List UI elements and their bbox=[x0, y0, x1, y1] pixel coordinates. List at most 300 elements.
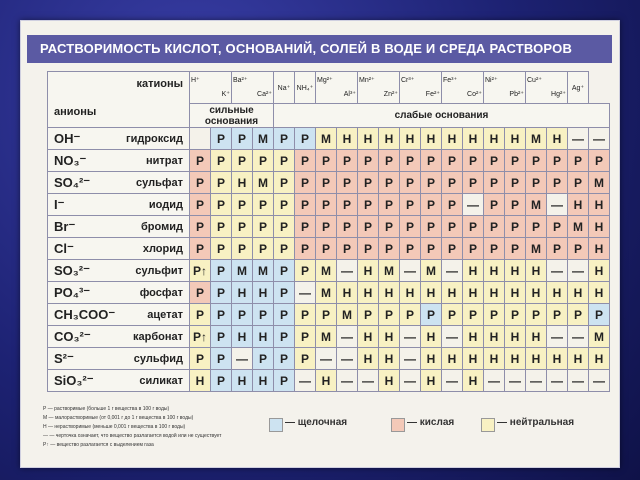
solubility-cell: М bbox=[337, 304, 358, 326]
solubility-cell: Р bbox=[484, 304, 505, 326]
solubility-cell: Р bbox=[190, 216, 211, 238]
anion-header bbox=[48, 370, 190, 392]
solubility-cell: — bbox=[589, 128, 610, 150]
solubility-cell: Р bbox=[358, 238, 379, 260]
anions-label: анионы bbox=[54, 106, 97, 118]
solubility-cell: Н bbox=[358, 282, 379, 304]
legend-note: Р — растворимые (больше 1 г вещества в 100 г воды) bbox=[43, 406, 170, 412]
legend-note: М — малорастворимые (от 0,001 г до 1 г вещества в 100 г воды) bbox=[43, 415, 194, 421]
solubility-cell: Р bbox=[211, 150, 232, 172]
anion-formula: I⁻ bbox=[54, 196, 65, 212]
solubility-cell: Р bbox=[463, 304, 484, 326]
solubility-cell: Н bbox=[337, 128, 358, 150]
solubility-cell: — bbox=[337, 260, 358, 282]
solubility-cell: М bbox=[379, 260, 400, 282]
solubility-cell: Р bbox=[463, 150, 484, 172]
solubility-cell: Р bbox=[295, 238, 316, 260]
solubility-cell: — bbox=[463, 194, 484, 216]
solubility-table-container bbox=[47, 71, 610, 392]
legend bbox=[43, 404, 603, 454]
acidic-swatch bbox=[391, 418, 405, 432]
solubility-cell: Р bbox=[211, 194, 232, 216]
cation-header bbox=[400, 72, 442, 104]
solubility-cell: Н bbox=[463, 282, 484, 304]
solubility-cell: Р bbox=[211, 260, 232, 282]
solubility-cell: — bbox=[442, 260, 463, 282]
solubility-cell: — bbox=[547, 326, 568, 348]
solubility-cell: Р bbox=[274, 260, 295, 282]
solubility-cell: Н bbox=[232, 326, 253, 348]
solubility-cell: Р bbox=[295, 172, 316, 194]
solubility-cell: М bbox=[589, 172, 610, 194]
solubility-cell: Р bbox=[232, 194, 253, 216]
solubility-cell: Р bbox=[505, 172, 526, 194]
solubility-cell: — bbox=[358, 370, 379, 392]
solubility-cell: Н bbox=[379, 282, 400, 304]
table-row bbox=[48, 304, 610, 326]
solubility-cell: Р bbox=[358, 172, 379, 194]
solubility-cell: Н bbox=[484, 260, 505, 282]
anion-header bbox=[48, 304, 190, 326]
solubility-cell: Н bbox=[505, 260, 526, 282]
solubility-cell: Р bbox=[337, 238, 358, 260]
solubility-cell: Р bbox=[295, 128, 316, 150]
solubility-cell: М bbox=[253, 260, 274, 282]
cation-symbol: Na⁺ bbox=[277, 85, 291, 92]
anion-formula: S²⁻ bbox=[54, 350, 74, 366]
solubility-cell: Р bbox=[274, 348, 295, 370]
solubility-cell: Н bbox=[505, 128, 526, 150]
solubility-cell: Р bbox=[253, 150, 274, 172]
anion-header bbox=[48, 194, 190, 216]
solubility-cell: Р bbox=[442, 172, 463, 194]
solubility-cell: Р bbox=[421, 304, 442, 326]
solubility-cell: — bbox=[400, 348, 421, 370]
solubility-cell: Р bbox=[274, 150, 295, 172]
anion-name: хлорид bbox=[142, 243, 183, 255]
cation-symbol: H⁺ bbox=[191, 77, 200, 84]
solubility-cell: Р bbox=[358, 150, 379, 172]
solubility-cell: Н bbox=[379, 348, 400, 370]
solubility-cell: Р bbox=[505, 194, 526, 216]
solubility-cell: Р bbox=[253, 304, 274, 326]
solubility-cell: Р bbox=[274, 304, 295, 326]
solubility-cell: Н bbox=[505, 326, 526, 348]
strong-bases-header: сильные основания bbox=[190, 104, 274, 128]
legend-note: Р↑ — вещество разлагается с выделением газа bbox=[43, 442, 154, 448]
solubility-cell: Р bbox=[379, 194, 400, 216]
solubility-cell: Н bbox=[463, 128, 484, 150]
legend-note: Н — нерастворимые (меньше 0,001 г вещества в 100 г воды) bbox=[43, 424, 186, 430]
cation-symbol: Co²⁺ bbox=[467, 91, 482, 98]
solubility-cell: Р↑ bbox=[190, 326, 211, 348]
solubility-cell: — bbox=[484, 370, 505, 392]
solubility-cell: Р bbox=[421, 172, 442, 194]
solubility-cell: Н bbox=[358, 348, 379, 370]
cation-header bbox=[274, 72, 295, 104]
solubility-cell: — bbox=[232, 348, 253, 370]
cation-symbol: Hg²⁺ bbox=[551, 91, 566, 98]
anion-formula: SO₄²⁻ bbox=[54, 174, 91, 190]
solubility-cell: Н bbox=[190, 370, 211, 392]
anion-header bbox=[48, 216, 190, 238]
solubility-cell: Р bbox=[190, 238, 211, 260]
solubility-cell: Р bbox=[232, 304, 253, 326]
solubility-cell: — bbox=[400, 370, 421, 392]
solubility-cell: Р bbox=[463, 238, 484, 260]
solubility-cell: Н bbox=[421, 282, 442, 304]
solubility-cell: Р bbox=[379, 216, 400, 238]
solubility-cell: Р bbox=[295, 348, 316, 370]
solubility-cell: Р bbox=[526, 304, 547, 326]
cation-header bbox=[316, 72, 358, 104]
alkaline-label: — щелочная bbox=[285, 417, 348, 428]
solubility-cell: Р bbox=[484, 238, 505, 260]
solubility-cell: Р bbox=[400, 304, 421, 326]
solubility-cell: Р bbox=[526, 172, 547, 194]
solubility-cell: Р bbox=[442, 150, 463, 172]
solubility-cell: Р bbox=[400, 172, 421, 194]
solubility-cell: Р bbox=[442, 194, 463, 216]
cation-symbol: Ni²⁺ bbox=[485, 77, 498, 84]
table-row bbox=[48, 150, 610, 172]
table-row bbox=[48, 194, 610, 216]
solubility-cell: Р bbox=[253, 238, 274, 260]
solubility-cell: Н bbox=[358, 128, 379, 150]
solubility-cell: Р bbox=[232, 238, 253, 260]
solubility-cell: Н bbox=[484, 282, 505, 304]
anion-header bbox=[48, 348, 190, 370]
cation-header bbox=[232, 72, 274, 104]
solubility-cell: Н bbox=[484, 326, 505, 348]
solubility-cell: Н bbox=[463, 370, 484, 392]
solubility-cell: Р bbox=[274, 238, 295, 260]
anion-formula: OH⁻ bbox=[54, 130, 81, 146]
solubility-cell: Н bbox=[253, 326, 274, 348]
solubility-cell: Р bbox=[337, 150, 358, 172]
neutral-swatch bbox=[481, 418, 495, 432]
solubility-cell: Р bbox=[358, 194, 379, 216]
solubility-cell: — bbox=[526, 370, 547, 392]
anion-header bbox=[48, 150, 190, 172]
solubility-cell: Н bbox=[589, 282, 610, 304]
anion-formula: PO₄³⁻ bbox=[54, 284, 91, 300]
solubility-cell: Р bbox=[547, 238, 568, 260]
solubility-cell: Н bbox=[442, 348, 463, 370]
solubility-cell: М bbox=[316, 282, 337, 304]
solubility-cell: Н bbox=[547, 348, 568, 370]
solubility-cell: Р bbox=[568, 304, 589, 326]
solubility-cell: Р bbox=[190, 150, 211, 172]
solubility-cell: Н bbox=[463, 348, 484, 370]
solubility-cell: — bbox=[316, 348, 337, 370]
solubility-cell: Р bbox=[190, 348, 211, 370]
anion-name: силикат bbox=[139, 375, 183, 387]
solubility-cell: Р bbox=[379, 150, 400, 172]
cation-symbol: Fe³⁺ bbox=[443, 77, 458, 84]
solubility-cell: М bbox=[568, 216, 589, 238]
solubility-cell: — bbox=[568, 370, 589, 392]
solubility-cell: Р bbox=[316, 150, 337, 172]
cations-label: катионы bbox=[136, 78, 183, 90]
solubility-cell: Р bbox=[316, 238, 337, 260]
solubility-cell: Н bbox=[316, 370, 337, 392]
cation-symbol: NH₄⁺ bbox=[296, 85, 314, 92]
cation-symbol: Zn²⁺ bbox=[383, 91, 398, 98]
cation-symbol: Pb²⁺ bbox=[509, 91, 524, 98]
solubility-cell bbox=[190, 128, 211, 150]
solubility-cell: Р bbox=[316, 194, 337, 216]
solubility-cell: Р bbox=[211, 216, 232, 238]
solubility-cell: Р bbox=[253, 194, 274, 216]
solubility-cell: Р bbox=[589, 304, 610, 326]
solubility-cell: Р bbox=[274, 172, 295, 194]
solubility-cell: Р bbox=[190, 194, 211, 216]
solubility-cell: Р bbox=[274, 128, 295, 150]
solubility-cell: — bbox=[568, 260, 589, 282]
solubility-cell: — bbox=[547, 260, 568, 282]
solubility-cell: Н bbox=[589, 260, 610, 282]
table-row bbox=[48, 128, 610, 150]
solubility-cell: Р bbox=[484, 150, 505, 172]
solubility-cell: Р bbox=[400, 194, 421, 216]
solubility-cell: — bbox=[547, 194, 568, 216]
solubility-cell: Н bbox=[526, 282, 547, 304]
anion-name: фосфат bbox=[139, 287, 183, 299]
solubility-cell: Н bbox=[421, 370, 442, 392]
solubility-cell: Н bbox=[589, 216, 610, 238]
solubility-cell: Р bbox=[211, 348, 232, 370]
solubility-cell: Р bbox=[379, 238, 400, 260]
solubility-cell: Н bbox=[568, 348, 589, 370]
cation-header bbox=[484, 72, 526, 104]
weak-bases-header: слабые основания bbox=[274, 104, 610, 128]
solubility-cell: Н bbox=[232, 282, 253, 304]
solubility-cell: Н bbox=[253, 282, 274, 304]
anion-name: гидроксид bbox=[126, 133, 183, 145]
solubility-cell: Р bbox=[190, 304, 211, 326]
solubility-cell: Р bbox=[421, 216, 442, 238]
solubility-cell: Р bbox=[295, 260, 316, 282]
solubility-cell: Р bbox=[211, 282, 232, 304]
solubility-cell: Р bbox=[274, 194, 295, 216]
table-row bbox=[48, 326, 610, 348]
anion-header bbox=[48, 282, 190, 304]
solubility-cell: Р bbox=[505, 150, 526, 172]
solubility-cell: — bbox=[295, 370, 316, 392]
solubility-cell: М bbox=[316, 326, 337, 348]
solubility-cell: Н bbox=[526, 260, 547, 282]
solubility-cell: Р bbox=[295, 304, 316, 326]
solubility-cell: — bbox=[400, 260, 421, 282]
cation-symbol: Mn²⁺ bbox=[359, 77, 375, 84]
anion-name: сульфат bbox=[136, 177, 183, 189]
anion-name: иодид bbox=[148, 199, 183, 211]
solubility-cell: Р bbox=[295, 150, 316, 172]
alkaline-swatch bbox=[269, 418, 283, 432]
cation-header bbox=[526, 72, 568, 104]
solubility-cell: Р bbox=[295, 326, 316, 348]
solubility-cell: Р bbox=[526, 216, 547, 238]
solubility-cell: — bbox=[442, 326, 463, 348]
solubility-cell: Р bbox=[337, 194, 358, 216]
anion-formula: Br⁻ bbox=[54, 218, 76, 234]
anion-header bbox=[48, 128, 190, 150]
solubility-cell: Н bbox=[463, 326, 484, 348]
table-row bbox=[48, 216, 610, 238]
solubility-cell: Р bbox=[274, 326, 295, 348]
solubility-cell: Н bbox=[232, 172, 253, 194]
solubility-cell: Н bbox=[484, 348, 505, 370]
solubility-cell: Р bbox=[211, 326, 232, 348]
table-corner bbox=[48, 72, 190, 128]
solubility-cell: М bbox=[316, 260, 337, 282]
solubility-cell: Р bbox=[211, 128, 232, 150]
solubility-cell: Р bbox=[547, 172, 568, 194]
solubility-cell: Р bbox=[379, 172, 400, 194]
solubility-cell: Р bbox=[337, 216, 358, 238]
anion-formula: NO₃⁻ bbox=[54, 152, 87, 168]
page-title: РАСТВОРИМОСТЬ КИСЛОТ, ОСНОВАНИЙ, СОЛЕЙ В ВОДЕ И СРЕДА РАСТВОРОВ bbox=[40, 41, 573, 56]
solubility-cell: Р↑ bbox=[190, 260, 211, 282]
solubility-cell: Р bbox=[463, 172, 484, 194]
solubility-cell: Н bbox=[400, 282, 421, 304]
solubility-cell: Н bbox=[568, 194, 589, 216]
table-row bbox=[48, 348, 610, 370]
solubility-cell: Р bbox=[505, 238, 526, 260]
anion-formula: CO₃²⁻ bbox=[54, 328, 91, 344]
neutral-label: — нейтральная bbox=[497, 417, 575, 428]
solubility-cell: Н bbox=[379, 370, 400, 392]
solubility-cell: Н bbox=[421, 326, 442, 348]
cation-header bbox=[358, 72, 400, 104]
anion-formula: Cl⁻ bbox=[54, 240, 74, 256]
solubility-cell: Р bbox=[253, 216, 274, 238]
solubility-table bbox=[47, 71, 610, 392]
legend-note: — — черточка означает, что вещество разлагается водой или не существует bbox=[43, 433, 222, 439]
solubility-cell: Н bbox=[253, 370, 274, 392]
solubility-cell: — bbox=[337, 370, 358, 392]
solubility-cell: Н bbox=[442, 128, 463, 150]
solubility-cell: Р bbox=[295, 194, 316, 216]
anion-name: бромид bbox=[141, 221, 183, 233]
anion-formula: SiO₃²⁻ bbox=[54, 372, 94, 388]
solubility-cell: Н bbox=[337, 282, 358, 304]
solubility-cell: Р bbox=[211, 172, 232, 194]
anion-header bbox=[48, 172, 190, 194]
solubility-cell: Р bbox=[547, 150, 568, 172]
solubility-cell: — bbox=[568, 128, 589, 150]
solubility-cell: Н bbox=[547, 128, 568, 150]
solubility-cell: Р bbox=[274, 282, 295, 304]
table-row bbox=[48, 172, 610, 194]
solubility-cell: Н bbox=[589, 238, 610, 260]
cation-header bbox=[442, 72, 484, 104]
solubility-cell: Р bbox=[400, 150, 421, 172]
solubility-cell: Н bbox=[379, 128, 400, 150]
solubility-cell: М bbox=[526, 238, 547, 260]
cation-symbol: Cu²⁺ bbox=[527, 77, 542, 84]
solubility-cell: Н bbox=[505, 282, 526, 304]
solubility-cell: Р bbox=[190, 282, 211, 304]
solubility-cell: Н bbox=[484, 128, 505, 150]
solubility-cell: Р bbox=[316, 216, 337, 238]
solubility-cell: Р bbox=[358, 304, 379, 326]
solubility-cell: Р bbox=[568, 238, 589, 260]
anion-name: сульфит bbox=[135, 265, 183, 277]
cation-header bbox=[190, 72, 232, 104]
table-row bbox=[48, 282, 610, 304]
table-row bbox=[48, 260, 610, 282]
solubility-cell: М bbox=[253, 172, 274, 194]
solubility-cell: Р bbox=[190, 172, 211, 194]
solubility-cell: Р bbox=[463, 216, 484, 238]
cation-symbol: Ca²⁺ bbox=[257, 91, 272, 98]
anion-header bbox=[48, 326, 190, 348]
solubility-cell: Р bbox=[379, 304, 400, 326]
solubility-cell: Р bbox=[316, 304, 337, 326]
solubility-cell: Н bbox=[232, 370, 253, 392]
solubility-cell: Н bbox=[547, 282, 568, 304]
solubility-cell: Н bbox=[442, 282, 463, 304]
cation-symbol: Ba²⁺ bbox=[233, 77, 248, 84]
anion-name: ацетат bbox=[147, 309, 183, 321]
anion-name: сульфид bbox=[133, 353, 183, 365]
solubility-cell: Р bbox=[400, 238, 421, 260]
solubility-cell: Р bbox=[547, 216, 568, 238]
solubility-cell: Р bbox=[484, 216, 505, 238]
solubility-cell: Н bbox=[568, 282, 589, 304]
solubility-cell: Р bbox=[442, 238, 463, 260]
solubility-cell: Н bbox=[421, 348, 442, 370]
solubility-cell: Р bbox=[232, 216, 253, 238]
solubility-cell: Р bbox=[547, 304, 568, 326]
table-row bbox=[48, 238, 610, 260]
solubility-cell: Р bbox=[568, 172, 589, 194]
solubility-cell: М bbox=[526, 128, 547, 150]
cation-header bbox=[295, 72, 316, 104]
solubility-cell: М bbox=[316, 128, 337, 150]
solubility-cell: — bbox=[442, 370, 463, 392]
anion-name: нитрат bbox=[145, 155, 183, 167]
solubility-cell: Р bbox=[442, 304, 463, 326]
solubility-cell: Н bbox=[589, 348, 610, 370]
solubility-cell: Р bbox=[505, 304, 526, 326]
solubility-cell: Р bbox=[484, 172, 505, 194]
solubility-cell: Н bbox=[358, 260, 379, 282]
solubility-cell: Н bbox=[526, 348, 547, 370]
solubility-cell: Р bbox=[211, 304, 232, 326]
anion-formula: SO₃²⁻ bbox=[54, 262, 90, 278]
anion-name: карбонат bbox=[132, 331, 183, 343]
solubility-cell: М bbox=[253, 128, 274, 150]
solubility-cell: Н bbox=[463, 260, 484, 282]
acidic-label: — кислая bbox=[407, 417, 455, 428]
solubility-cell: Р bbox=[358, 216, 379, 238]
cation-symbol: Al³⁺ bbox=[343, 91, 356, 98]
solubility-cell: — bbox=[568, 326, 589, 348]
solubility-cell: Р bbox=[211, 238, 232, 260]
solubility-cell: — bbox=[337, 348, 358, 370]
table-row bbox=[48, 370, 610, 392]
cation-header bbox=[568, 72, 589, 104]
solubility-cell: — bbox=[547, 370, 568, 392]
solubility-cell: Р bbox=[526, 150, 547, 172]
solubility-cell: Р bbox=[442, 216, 463, 238]
solubility-cell: М bbox=[421, 260, 442, 282]
solubility-cell: Р bbox=[400, 216, 421, 238]
solubility-cell: Н bbox=[505, 348, 526, 370]
